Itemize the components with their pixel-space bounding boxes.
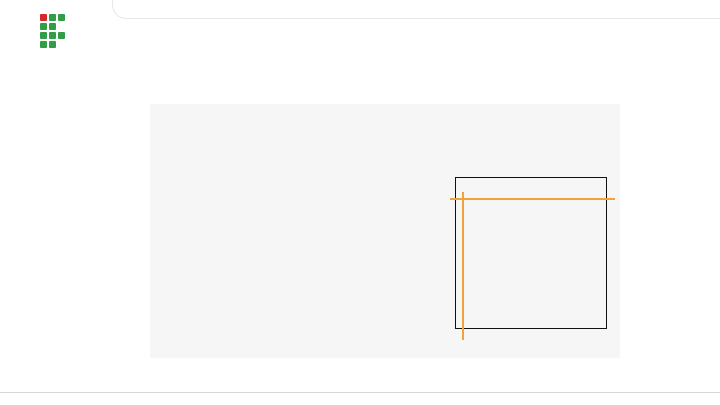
example-image [150,104,620,358]
bottom-divider [0,392,720,393]
receber-feedback-line [462,192,464,340]
top-border-line [112,0,720,19]
dar-feedback-line [450,198,615,200]
institution-logo [16,14,112,76]
